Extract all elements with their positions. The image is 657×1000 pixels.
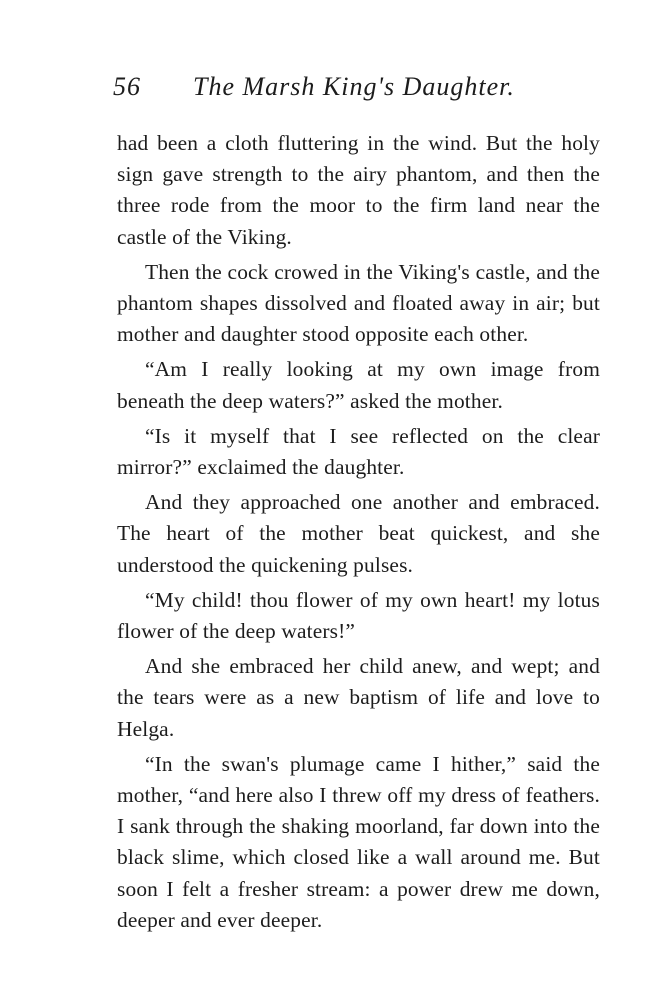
paragraph: And they approached one another and embraced. The heart of the mother beat quickest, and she understood the quickening pulses.	[117, 490, 600, 577]
page-number: 56	[113, 72, 141, 101]
paragraph: “My child! thou flower of my own heart! my lotus flower of the deep waters!”	[117, 587, 600, 644]
running-title: The Marsh King's Daughter.	[193, 72, 515, 101]
paragraph: And she embraced her child anew, and wept; and the tears were as a new baptism of life and love to Helga.	[117, 654, 600, 741]
page-header	[113, 72, 543, 108]
paragraph: “Is it myself that I see reflected on the clear mirror?” exclaimed the daughter.	[117, 423, 600, 480]
paragraph: “Am I really looking at my own image from beneath the deep waters?” asked the mother.	[117, 357, 600, 413]
paragraph: Then the cock crowed in the Viking's castle, and the phantom shapes dissolved and floated away in air; but mother and daughter stood opposite each other.	[117, 259, 600, 347]
body-text	[117, 128, 600, 940]
paragraph: had been a cloth fluttering in the wind. But the holy sign gave strength to the airy phantom, and then the three rode from the moor to the firm land near the castle of the Viking.	[117, 131, 600, 249]
paragraph: “In the swan's plumage came I hither,” said the mother, “and here also I threw off my dress of feathers. I sank through the shaking moorland, far down into the black slime, which closed like a wall around me. But soon I felt a fresher stream: a power drew me down, deeper and ever deeper.	[117, 751, 600, 932]
